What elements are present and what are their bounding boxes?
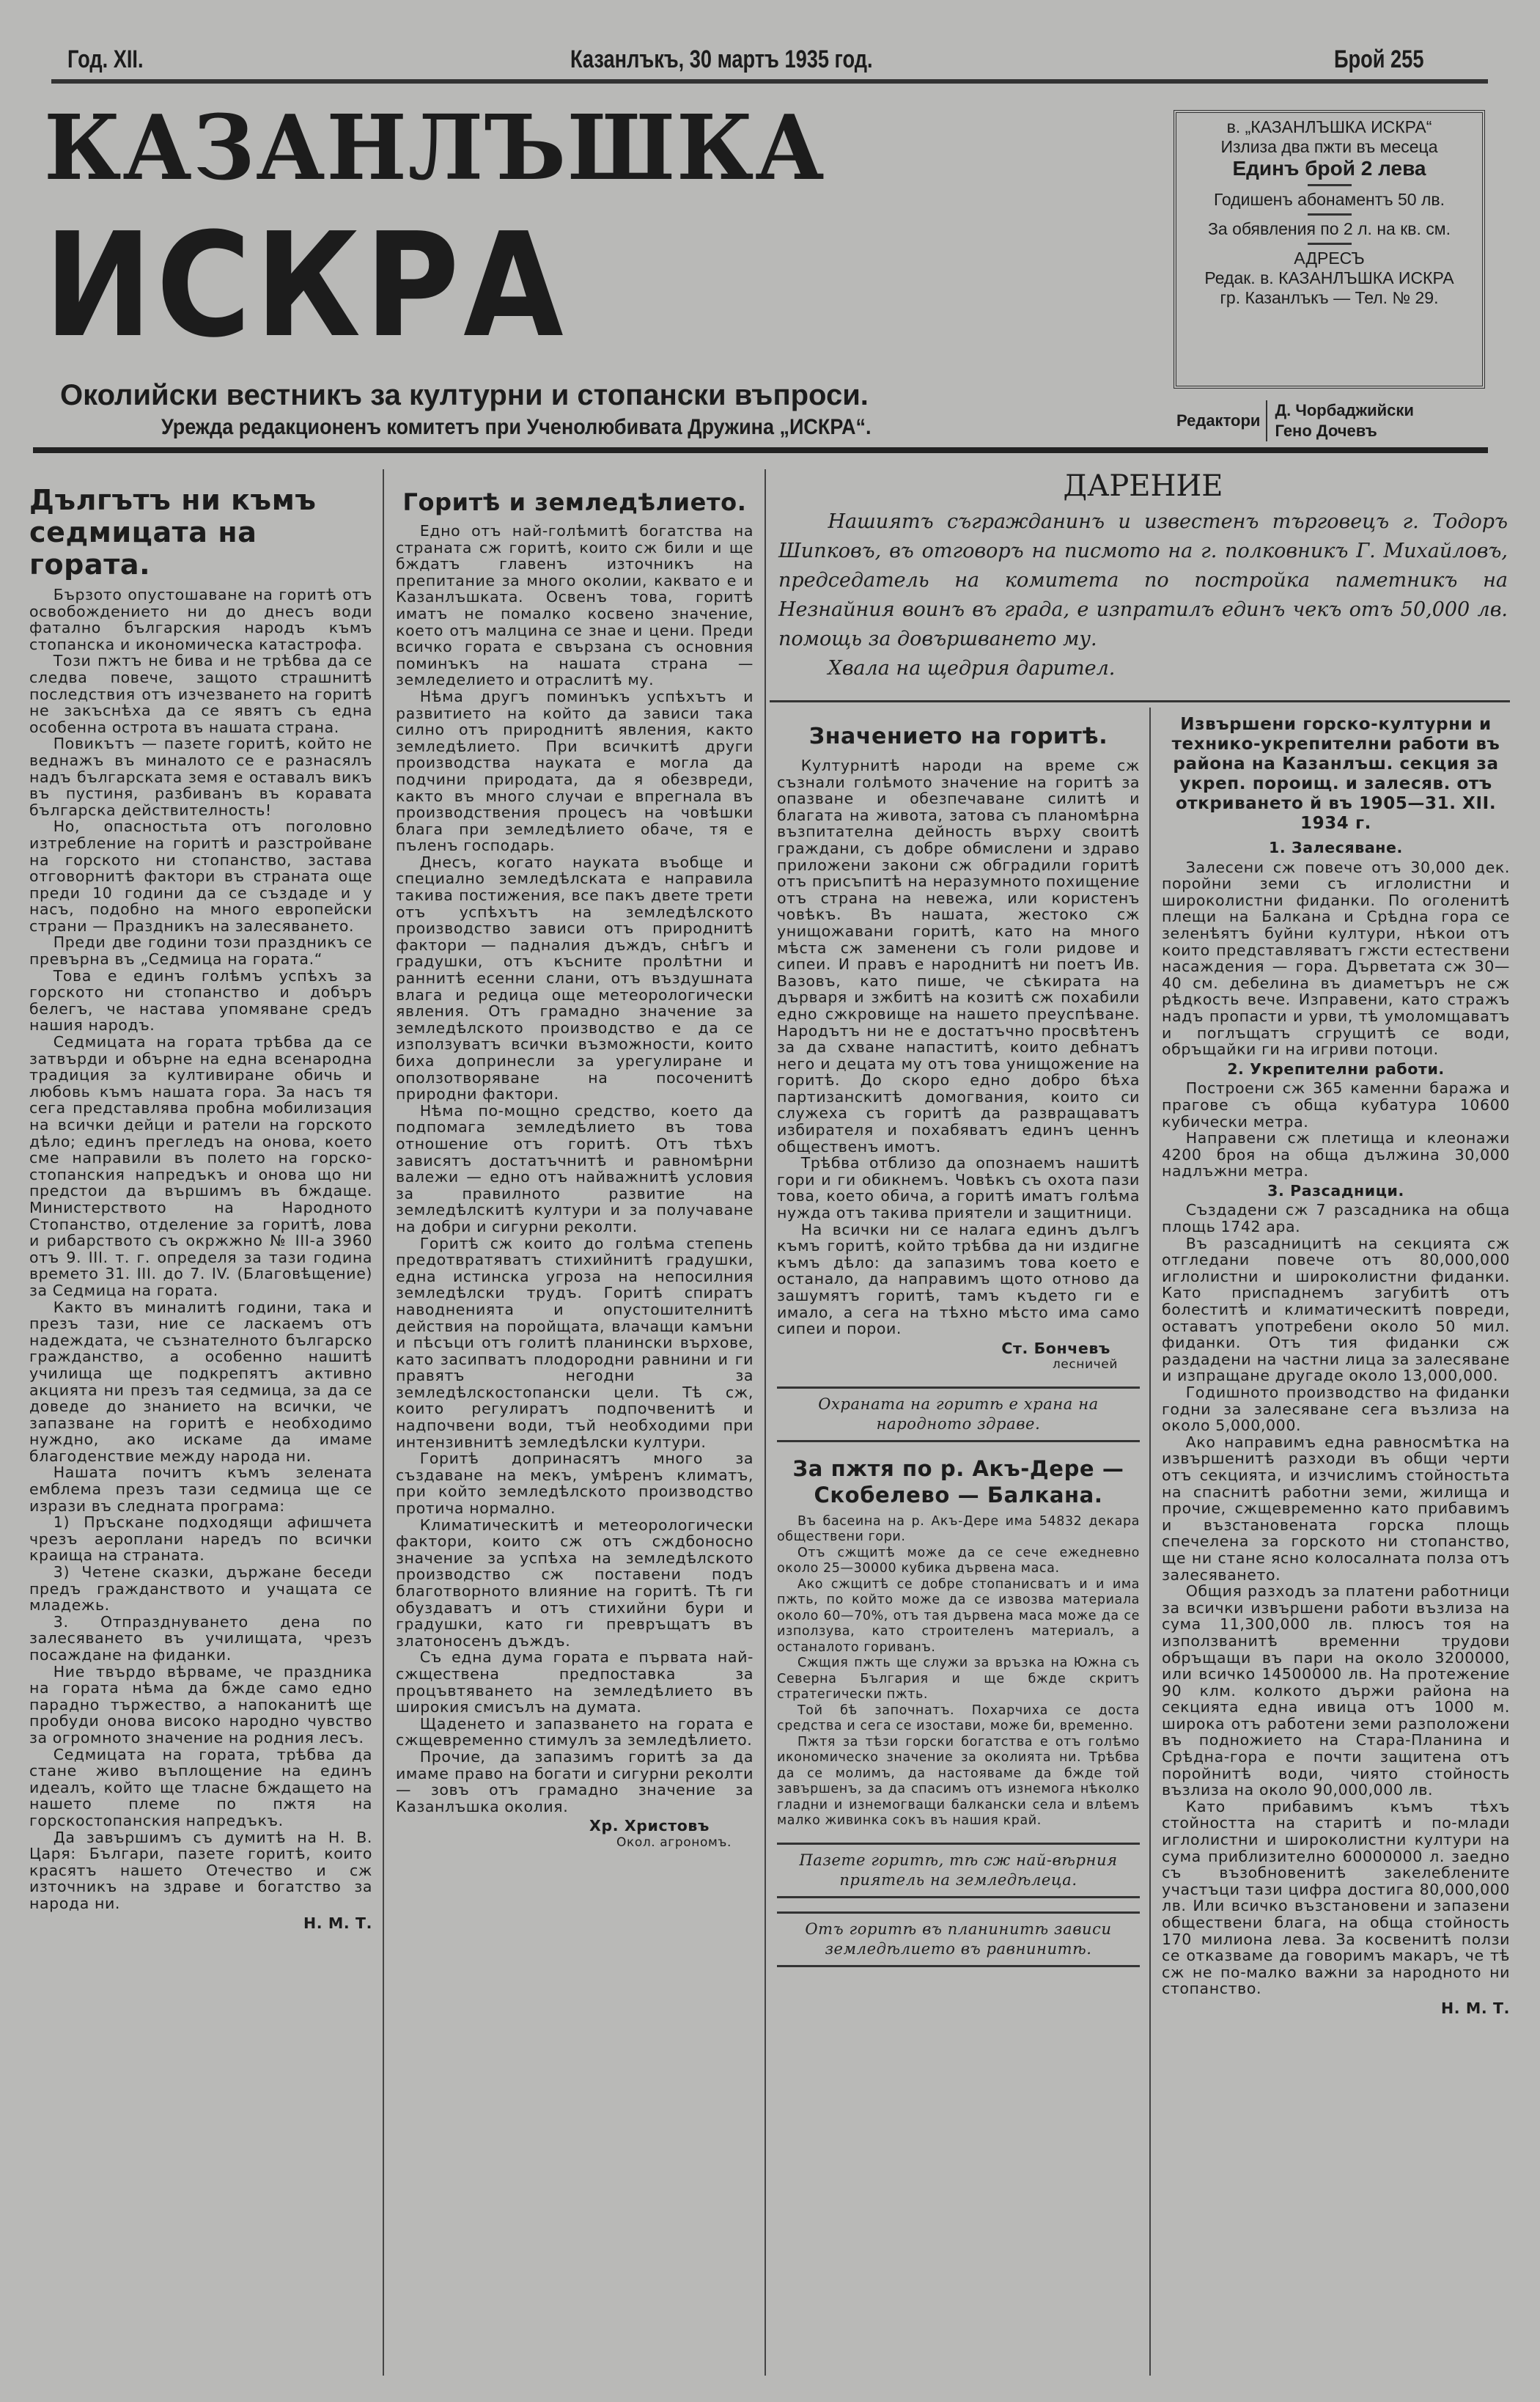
masthead-rule — [33, 447, 1488, 453]
paragraph: Ако направимъ една равносмѣтка на извършенитѣ разходи въ общи черти отъ секцията, и изчислимъ стойностьта на спаснитѣ работни земи, жилища и прочие, сжщевременно като прибавимъ и възстановената горска площь спечелена за горското ни стопанство, ще ни стане ясно колосалната полза отъ залесяването. — [1162, 1433, 1510, 1584]
article-forests-agriculture — [396, 488, 754, 1851]
paragraph: Бързото опустошаване на горитѣ отъ освобождението ни до днесъ води фатално българския народъ къмъ стопанска и икономическа катастрофа. — [29, 586, 372, 653]
info-price: Единъ брой 2 лева — [1232, 157, 1426, 180]
info-address-line1: Редак. в. КАЗАНЛЪШКА ИСКРА — [1204, 268, 1454, 287]
paragraph: Но, опасностьта отъ поголовно изтребление на горитѣ и разстройване на горското ни стопанство, застава отговорнитѣ фактори въ страната още преди 10 години да се създаде и у насъ, подобно на много европейски страни — Праздникъ на залесяването. — [29, 818, 372, 935]
article-title: Дългътъ ни къмъ седмицата на гората. — [29, 484, 317, 581]
publisher-line: Урежда редакционенъ комитетъ при Ученолюбивата Дружина „ИСКРА“. — [161, 415, 872, 439]
paragraph: Построени сж 365 каменни баража и прагове съ обща кубатура 10600 кубически метра. — [1162, 1079, 1510, 1131]
donation-title: ДАРЕНИЕ — [1063, 469, 1223, 503]
paragraph: Като прибавимъ къмъ тѣхъ стойността на старитѣ и по-млади иглолистни и широколистни култури на сума приблизително 60000000 л. заедно съ възобновенитѣ закелеблените участъци тази цифра достига 80,000,000 лв. Или всичко възстановени и запазени обществени блага, на обща стойность 170 милиона лева. За косвенитѣ ползи се отказваме да говоримъ макаръ, че тѣ сж не по-малко важни за народното ни стопанство. — [1162, 1797, 1510, 1998]
editors — [1176, 400, 1414, 441]
info-frequency: Излиза два пжти въ месеца — [1220, 137, 1438, 156]
slogan-box: Пазете горитѣ, тѣ сж най-вѣрния приятель на земледѣлеца. — [777, 1843, 1140, 1898]
paragraph: Седмицата на гората трѣбва да се затвърди и обърне на една всенародна традиция за култивиране обичь и любовь къмъ нашата гора. За насъ тя сега представлява пробна мобилизация на всички дейци и ратели на горското дѣло; единъ прегледъ на онова, което сме направили въ полето на горско-стопанския напредъкъ и онова що ни предстои да вършимъ въ бждаще. Министерството на Народното Стопанство, отделение за горитѣ, лова и рибарството съ окржжно № III-а 3960 отъ 9. III. т. г. определя за тази година времето 31. III. до 7. IV. (Благовѣщение) за Седмица на гората. — [29, 1033, 372, 1299]
paragraph: Да завършимъ съ думитѣ на Н. В. Царя: Българи, пазете горитѣ, които красятъ нашето Отечество и сж източникъ на здраве и богатство за народа ни. — [29, 1828, 372, 1912]
paragraph: Щаденето и запазването на гората е сжщевременно стимулъ за земледѣлието. — [396, 1714, 754, 1749]
paragraph: 3) Четене сказки, държане беседи предъ гражданството и учащата се младежь. — [29, 1563, 372, 1615]
info-ads: За обявления по 2 л. на кв. см. — [1208, 219, 1451, 238]
paragraph: Нашиятъ съгражданинъ и известенъ търговецъ г. Тодоръ Шипковъ, въ отговоръ на писмото на г. полковникъ Г. Михайловъ, председатель на комитета по постройка паметникъ на Незнайния воинъ въ града, е изпратилъ единъ чекъ отъ 50,000 лв. помощь за довършването му. — [778, 510, 1508, 650]
donation-rule — [770, 700, 1510, 702]
info-address-label: АДРЕСЪ — [1294, 249, 1365, 268]
article-signature: Н. М. Т. — [303, 1914, 372, 1932]
article-title: Извършени горско-културни и технико-укрепителни работи въ района на Казанлъш. секция за укреп. пороищ. и залесяв. отъ откриването й въ 1905—31. XII. 1934 г. — [1171, 715, 1500, 833]
section-heading: 2. Укрепителни работи. — [1227, 1059, 1445, 1078]
header-rule — [51, 79, 1488, 84]
paragraph: Направени сж плетища и клеонажи 4200 броя на обща дължина 30,000 надлъжни метра. — [1162, 1129, 1510, 1180]
paragraph: Днесъ, когато науката въобще и специално земледѣлската е направила такива постижения, все пакъ двете трети отъ успѣхътъ на земледѣлското производство зависи отъ природнитѣ фактори — падналия дъждъ, снѣгъ и градушки, отъ късните пролѣтни и раннитѣ есенни слани, отъ въздушната влага и редица още метеорологически явления. Отъ грамадно значение за земледѣлското производство е да се използуватъ всички възможности, които биха допринесли за урегулиране и оползотворяване на посоченитѣ природни фактори. — [396, 853, 754, 1103]
article-title: За пжтя по р. Акъ-Дере — Скобелево — Балкана. — [792, 1455, 1124, 1507]
paragraph: Ако сжщитѣ се добре стопанисватъ и и има пжть, по който може да се извозва материала около 60—70%, отъ тая дървена маса може да се използува, като строителенъ материалъ, а останалото гориванъ. — [777, 1576, 1140, 1655]
info-subscription: Годишенъ абонаментъ 50 лв. — [1213, 190, 1445, 209]
paragraph: Това е единъ голѣмъ успѣхъ за горското ни стопанство и добъръ белегъ, че настава упомяване средъ нашия народъ. — [29, 966, 372, 1035]
article-signature: Н. М. Т. — [1441, 1999, 1510, 2017]
paragraph: Климатическитѣ и метеорологически фактори, които сж отъ сждбоносно значение за успѣха на земледѣлското производство сж поставени подъ благотворното влияние на горитѣ. Тѣ ги обуздаватъ и отъ стихийни бури и градушки, като ги превръщатъ въ златоносенъ дъждъ. — [396, 1516, 754, 1650]
divider — [1308, 213, 1352, 216]
editor-name: Д. Чорбаджийски — [1275, 401, 1414, 419]
paragraph: 3. Отпразднуването дена по залесяването въ училищата, чрезъ посаждане на фиданки. — [29, 1612, 372, 1664]
divider — [1308, 184, 1352, 186]
info-paper-name: в. „КАЗАНЛЪШКА ИСКРА“ — [1226, 117, 1432, 136]
paragraph: Залесени сж повече отъ 30,000 дек. поройни земи съ иглолистни и широколистни фиданки. По оголенитѣ плещи на Балкана и Срѣдна гора се зеленѣятъ буйни култури, нѣкои отъ които представляватъ гжсти естествени насаждения — гора. Дърветата сж 30—40 см. дебелина въ диаметъръ не сж рѣдкость вече. Изправени, като стражъ надъ пропасти и урви, тѣ умоломщаватъ и поглъщатъ сгрущитѣ се води, обръщайки ги на игриви потоци. — [1162, 858, 1510, 1059]
section-heading: 3. Разсадници. — [1267, 1181, 1404, 1200]
dateline: Казанлъкъ, 30 мартъ 1935 год. — [570, 45, 873, 73]
paragraph: Годишното производство на фиданки годни за залесяване сега възлиза на около 5,000,000. — [1162, 1384, 1510, 1435]
paragraph: Културнитѣ народи на време сж съзнали голѣмото значение на горитѣ за опазване и обезпечаване силитѣ и благата на живота, затова съ планомѣрна възпитателна дейность върху своитѣ граждани, съ добре обмислени и здраво приложени закони сж обградили горитѣ отъ присъпитѣ на неразумното похищение отъ страна на невежа, или користенъ човѣкъ. Въ нашата, жестоко сж унищожавани горитѣ, като на много мѣста сж заменени съ голи ридове и сипеи. И правъ е народнитѣ ни поетъ Ив. Вазовъ, като пише, че сѣкирата на дърваря и зжбитѣ на козитѣ сж похабили едно сжкровище на нашето преуспѣване. Народътъ ни не е достатъчно просвѣтенъ за да схване напаститѣ, които дебнатъ него и децата му отъ това унищожение на горитѣ. До скоро едно добро бѣха партизанскитѣ домогвания, които си служеха съ горитѣ да развращаватъ избирателя и похабяватъ единъ ценнъ общественъ имотъ. — [777, 757, 1140, 1156]
paragraph: Този пжтъ не бива и не трѣбва да се следва повече, защото страшнитѣ последствия отъ изчезването на горитѣ не закъснѣха да се явятъ съ една особенна острота въ нашата страна. — [29, 652, 372, 736]
paragraph: 1) Пръскане подходящи афишчета чрезъ аероплани наредъ по всички краища на страната. — [29, 1513, 372, 1565]
issue-number: Брой 255 — [1334, 45, 1424, 73]
paragraph: Нашата почитъ къмъ зелената емблема презъ тази седмица ще се изрази въ следната програма: — [29, 1463, 372, 1515]
paragraph: Както въ миналитѣ години, така и презъ тази, ние се ласкаемъ отъ надеждата, че съзнателното българско гражданство, а особенно нашитѣ училища ще подкрепятъ активно акцията ни презъ тая седмица, за да се доведе до знанието на всички, че запазване на горитѣ е необходимо нуждно, ако искаме да имаме благоденствие между народа ни. — [29, 1298, 372, 1465]
masthead-title-line1: КАЗАНЛЪШКА — [44, 95, 826, 200]
article-signature: Хр. Христовъ — [589, 1817, 710, 1835]
info-address-line2: гр. Казанлъкъ — Тел. № 29. — [1220, 288, 1439, 307]
subscription-info-box — [1174, 110, 1485, 389]
paragraph: Преди две години този праздникъ се превърна въ „Седмица на гората.“ — [29, 933, 372, 969]
paragraph: Повикътъ — пазете горитѣ, който не веднажъ въ миналото се е разнасялъ надъ българската земя е оставалъ викъ въ пустиня, разбиванъ въ коравата българска действителность! — [29, 735, 372, 819]
section-heading: 1. Залесяване. — [1269, 839, 1403, 856]
editor-name: Гено Дочевъ — [1275, 422, 1377, 440]
paragraph: Отъ сжщитѣ може да се сече ежедневно около 25—30000 кубика дървена маса. — [777, 1545, 1140, 1576]
paragraph: Създадени сж 7 разсадника на обща площь 1742 ара. — [1162, 1201, 1510, 1236]
slogan-box: Охраната на горитѣ е храна на народното здраве. — [777, 1387, 1140, 1442]
volume-year: Год. XII. — [67, 45, 144, 73]
paragraph: Съ една дума гората е първата най-сжществена предпоставка за процъвтяването на земледѣлието въ широкия смисълъ на думата. — [396, 1648, 754, 1716]
article-signature: Ст. Бончевъ — [1001, 1339, 1110, 1357]
paragraph: Хвала на щедрия дарител. — [828, 657, 1116, 680]
article-forest-week — [29, 484, 372, 1931]
masthead-title-line2: ИСКРА — [44, 202, 568, 370]
paragraph: Въ разсадницитѣ на секцията сж отгледани повече отъ 80,000,000 иглолистни и широколистни фиданки. Като приспаднемъ загубитѣ отъ болеститѣ и климатическитѣ повреди, оставатъ употребени около 50 мил. фиданки. Отъ тия фиданки сж раздадени на частни лица за залесяване и изпращане другаде около 13,000,000. — [1162, 1234, 1510, 1385]
paragraph: На всички ни се налага единъ дългъ къмъ горитѣ, който трѣбва да ни издигне къмъ дѣло: да запазимъ това което е останало, да направимъ щото отново да зашумятъ горитѣ, тамъ където ги е имало, а сега на тѣхно мѣсто има само сипеи и порои. — [777, 1220, 1140, 1338]
paragraph: Той бѣ започнатъ. Похарчиха се доста средства и сега се изостави, може би, временно. — [777, 1703, 1140, 1734]
article-title: Значението на горитѣ. — [808, 724, 1108, 749]
paragraph: Общия разходъ за платени работници за всички извършени работи възлиза на сума 11,300,000 лв. плюсъ тоя на използванитѣ временни трудови обръщащи въ пари на около 3200000, или всичко 14500000 лв. На протежение 90 клм. колкото държи района на секцията една ивица отъ 1000 м. широка отъ работени земи разположени въ подножието на Стара-Планина и Срѣдна-гора е почти защитена отъ поройнитѣ води, чиято стойность възлиза на около 90,000,000 лв. — [1162, 1582, 1510, 1799]
author-role: лесничей — [1052, 1357, 1118, 1373]
paragraph: Сжщия пжть ще служи за връзка на Южна съ Северна България и ще бжде скритъ стратегически пжть. — [777, 1656, 1140, 1703]
paragraph: Едно отъ най-голѣмитѣ богатства на страната сж горитѣ, които сж били и ще бждатъ главенъ източникъ на препитание за много околии, каквато е и Казанлъшката. Освенъ това, горитѣ иматъ не помалко косвено значение, което отъ малцина се знае и цени. Преди всичко гората е свързана съ основния поминъкъ на нашата страна — земледелието и отраслитѣ му. — [396, 522, 754, 689]
slogan-box: Отъ горитѣ въ планинитѣ зависи земледѣлието въ равнинитѣ. — [777, 1911, 1140, 1967]
editors-label: Редактори — [1176, 411, 1261, 430]
paragraph: Ние твърдо вѣрваме, че праздника на гората нѣма да бжде само едно парадно тържество, а напоканитѣ ще пробуди онова високо народно чувство за огромното значение на родния лесъ. — [29, 1662, 372, 1747]
paragraph: Нѣма другъ поминъкъ успѣхътъ и развитието на който да зависи така силно отъ природнитѣ явления, както земледѣлието. При всичкитѣ други производства науката е могла да подчини природата, да я обезвреди, както въ много случаи е впрегнала въ производствения процесъ на човѣшки блага при земледѣлието обаче, тя е пъленъ господарь. — [396, 687, 754, 855]
paragraph: Горитѣ сж които до голѣма степень предотвратяватъ стихийнитѣ градушки, една истинска угроза на непосилния земледѣлски трудъ. Горитѣ спиратъ наводненията и опустошителнитѣ действия на поройщата, влачащи камъни и пѣсъци отъ голитѣ планински върхове, като засипватъ плодородни равнини и ги правятъ негодни за земледѣлскостопански цели. Тѣ сж, които регулиратъ подпочвенитѣ и надпочвени води, тъй необходими при интензивнитѣ земледѣлски култури. — [396, 1234, 754, 1451]
author-role: Окол. агрономъ. — [616, 1834, 732, 1850]
masthead-subtitle: Околийски вестникъ за културни и стопански въпроси. — [60, 379, 869, 411]
paragraph: Трѣбва отблизо да опознаемъ нашитѣ гори и ги обикнемъ. Човѣкъ съ охота пази това, което обича, а горитѣ иматъ голѣма нужда отъ такива приятели и защитници. — [777, 1154, 1140, 1222]
article-title: Горитѣ и земледѣлието. — [402, 488, 747, 516]
article-forest-importance — [777, 722, 1140, 1980]
column-divider — [1149, 708, 1151, 2376]
paragraph: Нѣма по-мощно средство, което да подпомага земледѣлието въ това отношение отъ горитѣ. Отъ тѣхъ зависятъ достатъчнитѣ и равномѣрни валежи — едно отъ найважнитѣ условия за правилното развитие на земледѣлскитѣ култури и за получаване на добри и сигурни реколти. — [396, 1101, 754, 1235]
column-divider — [765, 469, 766, 2376]
paragraph: Седмицата на гората, трѣбва да стане живо въплощение на единъ идеалъ, който ще тласне бждащето на нашето племе по пжтя на горскостопанския напредъкъ. — [29, 1745, 372, 1829]
article-forest-works-report — [1162, 715, 1510, 2017]
paragraph: Горитѣ допринасятъ много за създаване на мекъ, умѣренъ климатъ, при който земледѣлското производство протича нормално. — [396, 1450, 754, 1518]
divider — [1308, 243, 1352, 245]
paragraph: Въ басеина на р. Акъ-Дере има 54832 декара обществени гори. — [777, 1513, 1140, 1545]
paragraph: Прочие, да запазимъ горитѣ за да имаме право на богати и сигурни реколти — зовъ отъ грамадно значение за Казанлъшка околия. — [396, 1747, 754, 1815]
donation-notice — [778, 469, 1508, 683]
paragraph: Пжтя за тѣзи горски богатства е отъ голѣмо икономическо значение за околията ни. Трѣбва да се молимъ, да настояваме да бжде той завършенъ, за да спасимъ отъ изнемога нѣколко гладни и изнемогващи балкански села и влѣемъ малко живинка сокъ въ нашия край. — [777, 1734, 1140, 1829]
column-divider — [383, 469, 384, 2376]
